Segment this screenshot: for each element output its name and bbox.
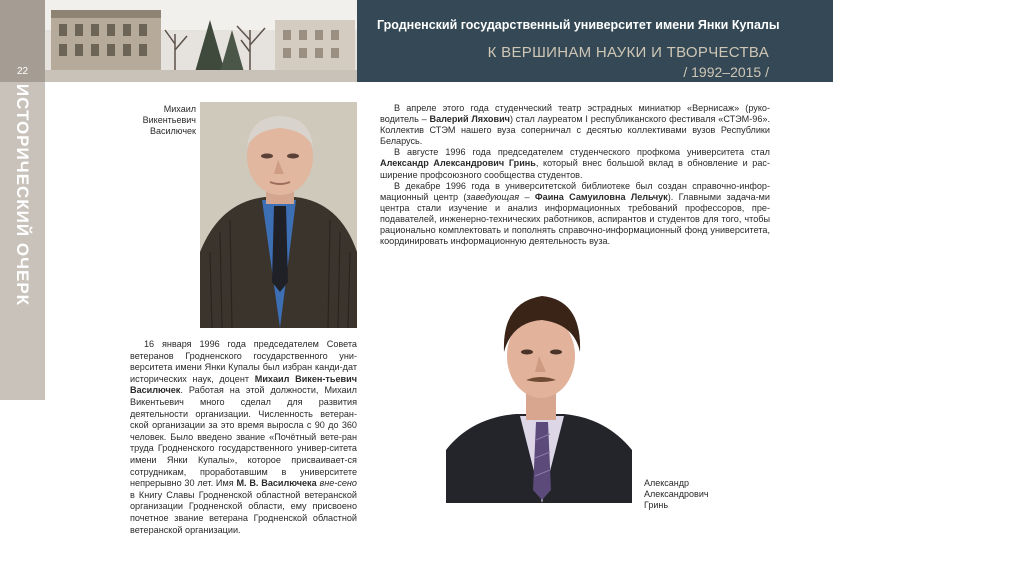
text-run: 16 января 1996 года председателем Совета ветеранов Гродненского государственного уни-верситета имени Янки Купалы был избран канди-дат исторических наук, доцент [130,339,357,384]
text-run: в Книгу Славы Гродненской областной ветеранской организации Гродненской области, ему присвоено почетное звание ветерана Гродненской областной ветеранской организации. [130,489,357,535]
text-run: , который внес большой вклад в обновление и рас-ширение профсоюзного сообщества студентов. [380,158,770,180]
caption-line: Гринь [644,500,669,510]
caption-line: Александр [644,478,690,488]
paragraph-veterans [130,339,357,536]
university-name: Гродненский государственный университет имени Янки Купалы [377,18,780,32]
text-run: В декабре 1996 года в университетской библиотеке был создан справочно-инфор-мационный центр ( [380,180,770,202]
left-text-column [130,339,357,536]
person-name: Александр Александрович Гринь [380,158,536,169]
text-run: – [519,191,535,202]
caption-line: Викентьевич [142,115,196,125]
caption-line: Михаил [163,104,196,114]
person-name: Валерий Ляхович [429,114,510,125]
text-run: ) стал лауреатом I республиканского фестиваля «СТЭМ-96». Коллектив СТЭМ нашего вуза соперничал с десятью коллективами вузов Республики Беларусь. [380,114,770,147]
section-title-vertical: ИСТОРИЧЕСКИЙ ОЧЕРК [13,83,32,307]
campus-photo [45,0,357,82]
paragraph-library [380,181,770,248]
person-name: Михаил Викен-тьевич Василючек [130,373,357,396]
photo2-caption [644,478,709,511]
text-run: . Работая на этой должности, Михаил Викентьевич много сделал для развития деятельности организации. Численность ветеран-ской организации за это время выросла с 90 до 360 человек. Было введено звание «Почётный вете-ран труда Гродненского государственного универ-ситета имени Янки Купалы», которое присваивает-ся сотрудникам, проработавшим в университете непрерывно 30 лет. Имя [130,385,357,489]
person-name: Фаина Самуиловна Лельчук [534,191,668,202]
paragraph-profkom [380,147,770,180]
right-text-column [380,103,770,247]
portrait-photo-vasilyuchek [200,102,357,328]
book-title: К ВЕРШИНАМ НАУКИ И ТВОРЧЕСТВА [487,44,769,61]
person-name: М. В. Василючека [236,478,317,489]
role-label: заведующая [466,191,520,202]
text-run: В августе 1996 года председателем студенческого профкома университета стал [394,147,770,158]
caption-line: Василючек [150,126,196,136]
text-run: ). Главными задача-ми центра стали изучение и анализ информационных требований профессоров, пре-подавателей, инженерно-технических работников, аспирантов и студентов для того, чтобы рационально комплектовать и пополнять справочно-информационный фонд университета, координировать информационную деятельность вуза. [380,191,770,247]
book-years: / 1992–2015 / [683,64,769,80]
paragraph-stem [380,103,770,147]
page-number: 22 [16,66,29,77]
text-run-italic: вне-сено [316,478,357,489]
page-header [357,0,833,82]
text-run: В апреле этого года студенческий театр эстрадных миниатюр «Вернисаж» (руко-водитель – [380,103,770,125]
section-sidebar [0,0,45,400]
portrait-photo-grin [446,280,632,503]
photo1-caption [118,104,196,137]
caption-line: Александрович [644,489,709,499]
